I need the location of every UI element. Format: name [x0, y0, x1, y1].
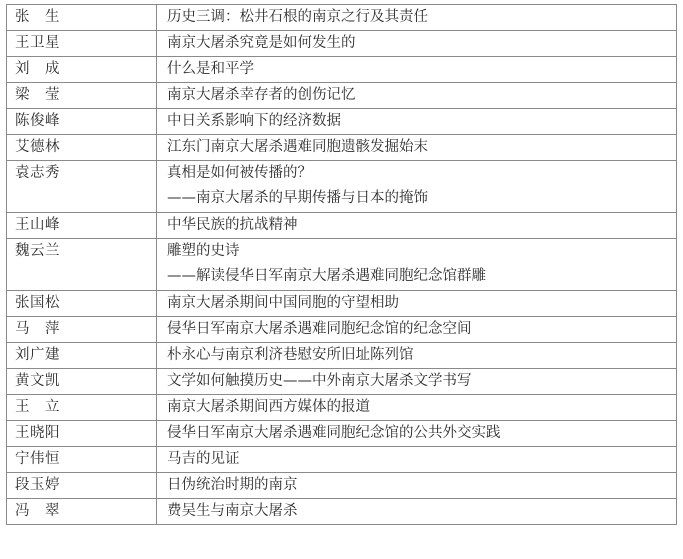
topic-title: 朴永心与南京利济巷慰安所旧址陈列馆: [167, 347, 414, 363]
topic-title: 马吉的见证: [167, 451, 240, 467]
speaker-name: 马 萍: [7, 317, 157, 343]
lecture-topic: [157, 109, 677, 135]
lecture-topic: [157, 213, 677, 239]
lecture-topic: [157, 83, 677, 109]
speaker-name: 段玉婷: [7, 473, 157, 499]
topic-title: 侵华日军南京大屠杀遇难同胞纪念馆的公共外交实践: [167, 425, 501, 441]
speaker-name: 冯 翠: [7, 499, 157, 525]
table-row: [7, 5, 677, 31]
lecture-topic: [157, 499, 677, 525]
topic-title: 侵华日军南京大屠杀遇难同胞纪念馆的纪念空间: [167, 321, 472, 337]
lecture-topic: [157, 421, 677, 447]
speaker-name: 袁志秀: [7, 161, 157, 213]
lecture-topic: [157, 239, 677, 291]
speaker-name: 刘广建: [7, 343, 157, 369]
topic-title: 什么是和平学: [167, 61, 254, 77]
speaker-name: 黄文凯: [7, 369, 157, 395]
lecture-topic: [157, 369, 677, 395]
topic-title: 雕塑的史诗: [167, 243, 240, 259]
topic-title: 日伪统治时期的南京: [167, 477, 298, 493]
topic-title: 中日关系影响下的经济数据: [167, 113, 341, 129]
speaker-name: 刘 成: [7, 57, 157, 83]
topic-title: 江东门南京大屠杀遇难同胞遗骸发掘始末: [167, 139, 428, 155]
lecture-topic: [157, 161, 677, 213]
topic-title: 费吴生与南京大屠杀: [167, 503, 298, 519]
lecture-topic: [157, 317, 677, 343]
speaker-name: 张国松: [7, 291, 157, 317]
topic-title: 中华民族的抗战精神: [167, 217, 298, 233]
lecture-topic: [157, 291, 677, 317]
table-row: [7, 369, 677, 395]
speaker-name: 王卫星: [7, 31, 157, 57]
speaker-name: 王晓阳: [7, 421, 157, 447]
topic-title: 文学如何触摸历史——中外南京大屠杀文学书写: [167, 373, 472, 389]
speaker-name: 艾德林: [7, 135, 157, 161]
table-row: [7, 161, 677, 213]
lecture-topic: [157, 31, 677, 57]
lecture-topic: [157, 57, 677, 83]
table-row: [7, 57, 677, 83]
topic-title: 南京大屠杀期间西方媒体的报道: [167, 399, 370, 415]
lecture-topic: [157, 473, 677, 499]
lecture-topic: [157, 135, 677, 161]
topic-title: 历史三调：松井石根的南京之行及其责任: [167, 9, 428, 25]
speaker-name: 王山峰: [7, 213, 157, 239]
lecture-table: [6, 4, 677, 525]
table-row: [7, 473, 677, 499]
table-row: [7, 213, 677, 239]
topic-title: 南京大屠杀究竟是如何发生的: [167, 35, 356, 51]
table-row: [7, 499, 677, 525]
table-row: [7, 447, 677, 473]
lecture-table-body: [7, 5, 677, 525]
table-row: [7, 239, 677, 291]
topic-title: 南京大屠杀幸存者的创伤记忆: [167, 87, 356, 103]
table-row: [7, 135, 677, 161]
topic-subtitle: ——南京大屠杀的早期传播与日本的掩饰: [167, 190, 428, 206]
lecture-topic: [157, 395, 677, 421]
table-row: [7, 343, 677, 369]
table-row: [7, 291, 677, 317]
table-row: [7, 421, 677, 447]
table-row: [7, 83, 677, 109]
table-row: [7, 395, 677, 421]
speaker-name: 宁伟恒: [7, 447, 157, 473]
speaker-name: 陈俊峰: [7, 109, 157, 135]
lecture-topic: [157, 447, 677, 473]
table-row: [7, 31, 677, 57]
topic-title: 真相是如何被传播的？: [167, 165, 312, 181]
speaker-name: 梁 莹: [7, 83, 157, 109]
lecture-topic: [157, 343, 677, 369]
speaker-name: 王 立: [7, 395, 157, 421]
table-row: [7, 317, 677, 343]
topic-subtitle: ——解读侵华日军南京大屠杀遇难同胞纪念馆群雕: [167, 268, 486, 284]
lecture-topic: [157, 5, 677, 31]
table-row: [7, 109, 677, 135]
topic-title: 南京大屠杀期间中国同胞的守望相助: [167, 295, 399, 311]
speaker-name: 魏云兰: [7, 239, 157, 291]
speaker-name: 张 生: [7, 5, 157, 31]
